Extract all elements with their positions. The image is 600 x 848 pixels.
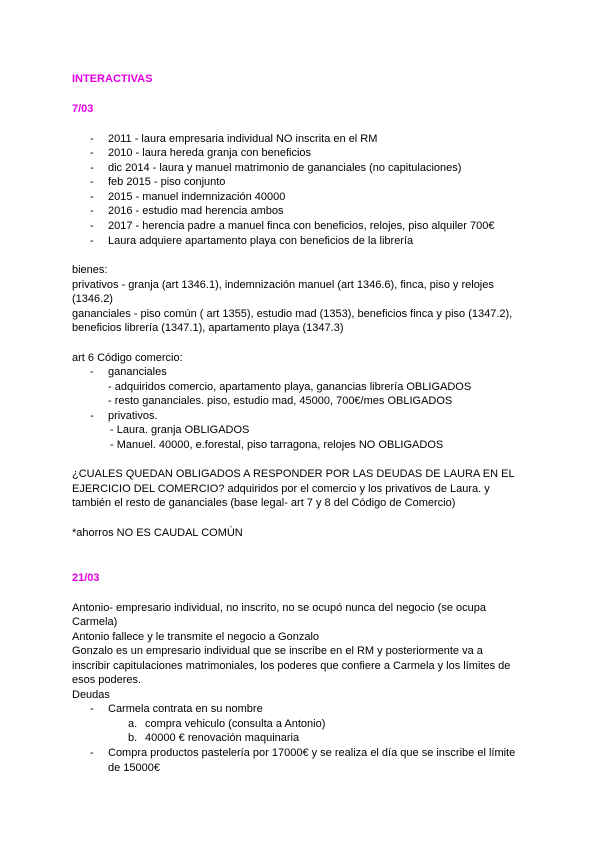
list-dash: -	[90, 366, 94, 378]
question-line: también el resto de gananciales (base legal- art 7 y 8 del Código de Comercio)	[72, 497, 456, 509]
case2-line: Antonio fallece y le transmite el negocio a Gonzalo	[72, 631, 320, 643]
art6-gananciales: gananciales	[108, 366, 167, 378]
date-heading-1: 7/03	[72, 103, 94, 115]
bienes-gananciales: gananciales - piso común ( art 1355), estudio mad (1353), beneficios finca y piso (1347.2),	[72, 308, 513, 320]
date-heading-2: 21/03	[72, 572, 100, 584]
deuda-item: Compra productos pastelería por 17000€ y se realiza el día que se inscribe el límite	[108, 747, 516, 759]
list-item: Laura adquiere apartamento playa con beneficios de la librería	[108, 235, 414, 247]
case2-line: Antonio- empresario individual, no inscrito, no se ocupó nunca del negocio (se ocupa	[72, 602, 486, 614]
list-dash: -	[90, 147, 94, 159]
case2-line: Carmela)	[72, 616, 118, 628]
list-dash: -	[90, 162, 94, 174]
list-dash: -	[90, 176, 94, 188]
art6-privativos: privativos.	[108, 410, 158, 422]
list-dash: -	[90, 205, 94, 217]
list-item: 2011 - laura empresaria individual NO inscrita en el RM	[108, 133, 378, 145]
list-item: feb 2015 - piso conjunto	[108, 176, 226, 188]
question-line: EJERCICIO DEL COMERCIO? adquiridos por el comercio y los privativos de Laura. y	[72, 483, 490, 495]
case2-line: inscribir capitulaciones matrimoniales, los poderes que confiere a Carmela y los límites de	[72, 660, 511, 672]
bienes-privativos-cont: (1346.2)	[72, 293, 113, 305]
list-item: 2016 - estudio mad herencia ambos	[108, 205, 284, 217]
deuda-item-cont: de 15000€	[108, 762, 160, 774]
bienes-gananciales-cont: beneficios librería (1347.1), apartamento playa (1347.3)	[72, 322, 344, 334]
deuda-subitem: 40000 € renovación maquinaria	[145, 732, 300, 744]
list-dash: -	[90, 747, 94, 759]
list-item: 2010 - laura hereda granja con beneficios	[108, 147, 312, 159]
deuda-subitem: compra vehiculo (consulta a Antonio)	[145, 718, 326, 730]
case2-line: Gonzalo es un empresario individual que se inscribe en el RM y posteriormente va a	[72, 645, 483, 657]
list-dash: -	[90, 133, 94, 145]
ahorros-note: *ahorros NO ES CAUDAL COMÚN	[72, 527, 243, 539]
art6-privativos-item: - Laura. granja OBLIGADOS	[110, 424, 250, 436]
list-item: 2017 - herencia padre a manuel finca con beneficios, relojes, piso alquiler 700€	[108, 220, 495, 232]
art6-gananciales-item: - resto gananciales. piso, estudio mad, 45000, 700€/mes OBLIGADOS	[108, 395, 453, 407]
list-dash: -	[90, 235, 94, 247]
list-dash: -	[90, 703, 94, 715]
deudas-title: Deudas	[72, 689, 110, 701]
sublist-marker: b.	[128, 732, 138, 744]
art6-title: art 6 Código comercio:	[72, 352, 183, 364]
list-item: 2015 - manuel indemnización 40000	[108, 191, 286, 203]
sublist-marker: a.	[128, 718, 138, 730]
bienes-title: bienes:	[72, 264, 108, 276]
question-line: ¿CUALES QUEDAN OBLIGADOS A RESPONDER POR LAS DEUDAS DE LAURA EN EL	[72, 468, 515, 480]
deuda-item: Carmela contrata en su nombre	[108, 703, 263, 715]
art6-gananciales-item: - adquiridos comercio, apartamento playa, ganancias librería OBLIGADOS	[108, 381, 472, 393]
main-heading: INTERACTIVAS	[72, 73, 153, 85]
case2-line: esos poderes.	[72, 674, 142, 686]
list-dash: -	[90, 410, 94, 422]
art6-privativos-item: - Manuel. 40000, e.forestal, piso tarragona, relojes NO OBLIGADOS	[110, 439, 444, 451]
bienes-privativos: privativos - granja (art 1346.1), indemnización manuel (art 1346.6), finca, piso y relojes	[72, 279, 494, 291]
list-dash: -	[90, 191, 94, 203]
list-dash: -	[90, 220, 94, 232]
list-item: dic 2014 - laura y manuel matrimonio de gananciales (no capitulaciones)	[108, 162, 462, 174]
